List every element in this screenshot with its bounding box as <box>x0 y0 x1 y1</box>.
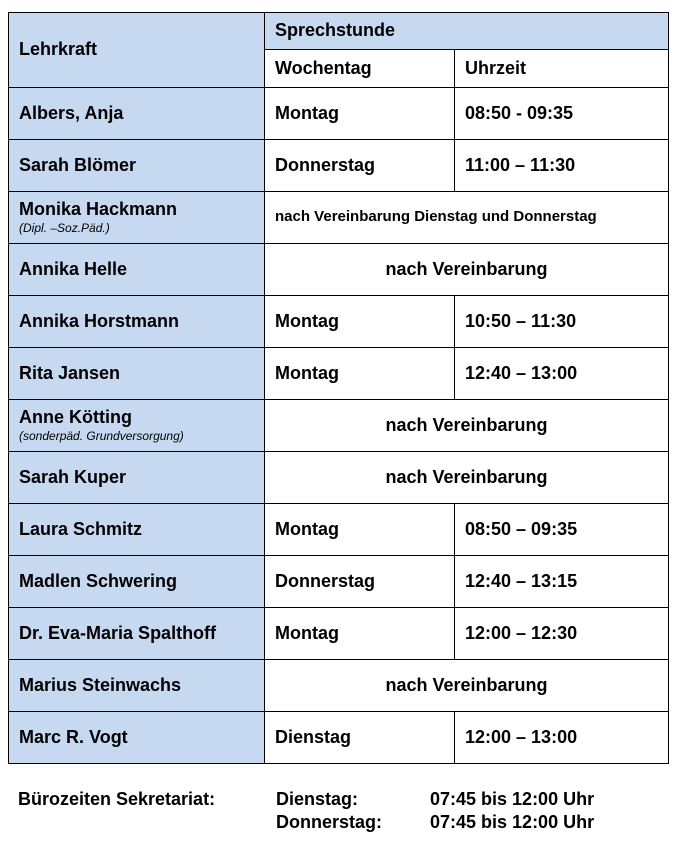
table-row <box>9 504 669 556</box>
teacher-name-cell <box>9 348 265 400</box>
table-row <box>9 556 669 608</box>
header-wochentag: Wochentag <box>265 50 455 88</box>
teacher-name: Madlen Schwering <box>19 570 178 591</box>
teacher-name-cell <box>9 400 265 452</box>
time-cell: 12:40 – 13:00 <box>455 348 669 400</box>
weekday-cell: Montag <box>265 348 455 400</box>
table-row <box>9 192 669 244</box>
header-sprechstunde: Sprechstunde <box>265 13 669 50</box>
teacher-name-cell <box>9 504 265 556</box>
time-cell: 12:40 – 13:15 <box>455 556 669 608</box>
weekday-cell: Montag <box>265 296 455 348</box>
office-time: 07:45 bis 12:00 Uhr <box>430 789 595 809</box>
teacher-name-cell <box>9 244 265 296</box>
time-cell: 12:00 – 12:30 <box>455 608 669 660</box>
office-hours-label: Bürozeiten Sekretariat: <box>18 789 216 809</box>
teacher-name: Laura Schmitz <box>19 518 143 539</box>
weekday-cell: Montag <box>265 608 455 660</box>
time-cell: 11:00 – 11:30 <box>455 140 669 192</box>
table-row <box>9 660 669 712</box>
table-row <box>9 296 669 348</box>
header-uhrzeit: Uhrzeit <box>455 50 669 88</box>
teacher-name: Dr. Eva-Maria Spalthoff <box>19 622 217 643</box>
teacher-name: Sarah Kuper <box>19 466 127 487</box>
table-row <box>9 140 669 192</box>
teacher-name: Albers, Anja <box>19 102 124 123</box>
teacher-name-cell <box>9 140 265 192</box>
appointment-note: nach Vereinbarung <box>265 400 669 452</box>
header-lehrkraft: Lehrkraft <box>9 13 265 88</box>
office-day: Donnerstag: <box>276 812 383 832</box>
time-cell: 12:00 – 13:00 <box>455 712 669 764</box>
table-row <box>9 452 669 504</box>
teacher-name-cell <box>9 660 265 712</box>
consultation-table <box>8 12 669 764</box>
teacher-role: (sonderpäd. Grundversorgung) <box>19 428 184 443</box>
table-row <box>9 244 669 296</box>
teacher-name: Marc R. Vogt <box>19 726 128 747</box>
table-row <box>9 400 669 452</box>
teacher-name-cell <box>9 192 265 244</box>
appointment-note: nach Vereinbarung <box>265 452 669 504</box>
teacher-name-cell <box>9 556 265 608</box>
teacher-name: Annika Helle <box>19 258 128 279</box>
teacher-role: (Dipl. –Soz.Päd.) <box>19 220 110 235</box>
teacher-name-cell <box>9 296 265 348</box>
appointment-note: nach Vereinbarung Dienstag und Donnerstag <box>265 192 669 244</box>
table-row <box>9 88 669 140</box>
time-cell: 08:50 - 09:35 <box>455 88 669 140</box>
office-time: 07:45 bis 12:00 Uhr <box>430 812 595 832</box>
office-day: Dienstag: <box>276 789 359 809</box>
weekday-cell: Donnerstag <box>265 140 455 192</box>
teacher-name-cell <box>9 88 265 140</box>
time-cell: 10:50 – 11:30 <box>455 296 669 348</box>
teacher-name-cell <box>9 452 265 504</box>
teacher-name-cell <box>9 712 265 764</box>
appointment-note: nach Vereinbarung <box>265 244 669 296</box>
table-row <box>9 348 669 400</box>
appointment-note: nach Vereinbarung <box>265 660 669 712</box>
weekday-cell: Montag <box>265 504 455 556</box>
weekday-cell: Donnerstag <box>265 556 455 608</box>
time-cell: 08:50 – 09:35 <box>455 504 669 556</box>
teacher-name: Sarah Blömer <box>19 154 137 175</box>
table-row <box>9 608 669 660</box>
teacher-name: Annika Horstmann <box>19 310 180 331</box>
teacher-name-cell <box>9 608 265 660</box>
weekday-cell: Montag <box>265 88 455 140</box>
teacher-name: Rita Jansen <box>19 362 121 383</box>
teacher-name: Monika Hackmann <box>19 199 178 219</box>
teacher-name: Anne Kötting <box>19 407 132 427</box>
teacher-name: Marius Steinwachs <box>19 674 182 695</box>
table-row <box>9 712 669 764</box>
weekday-cell: Dienstag <box>265 712 455 764</box>
